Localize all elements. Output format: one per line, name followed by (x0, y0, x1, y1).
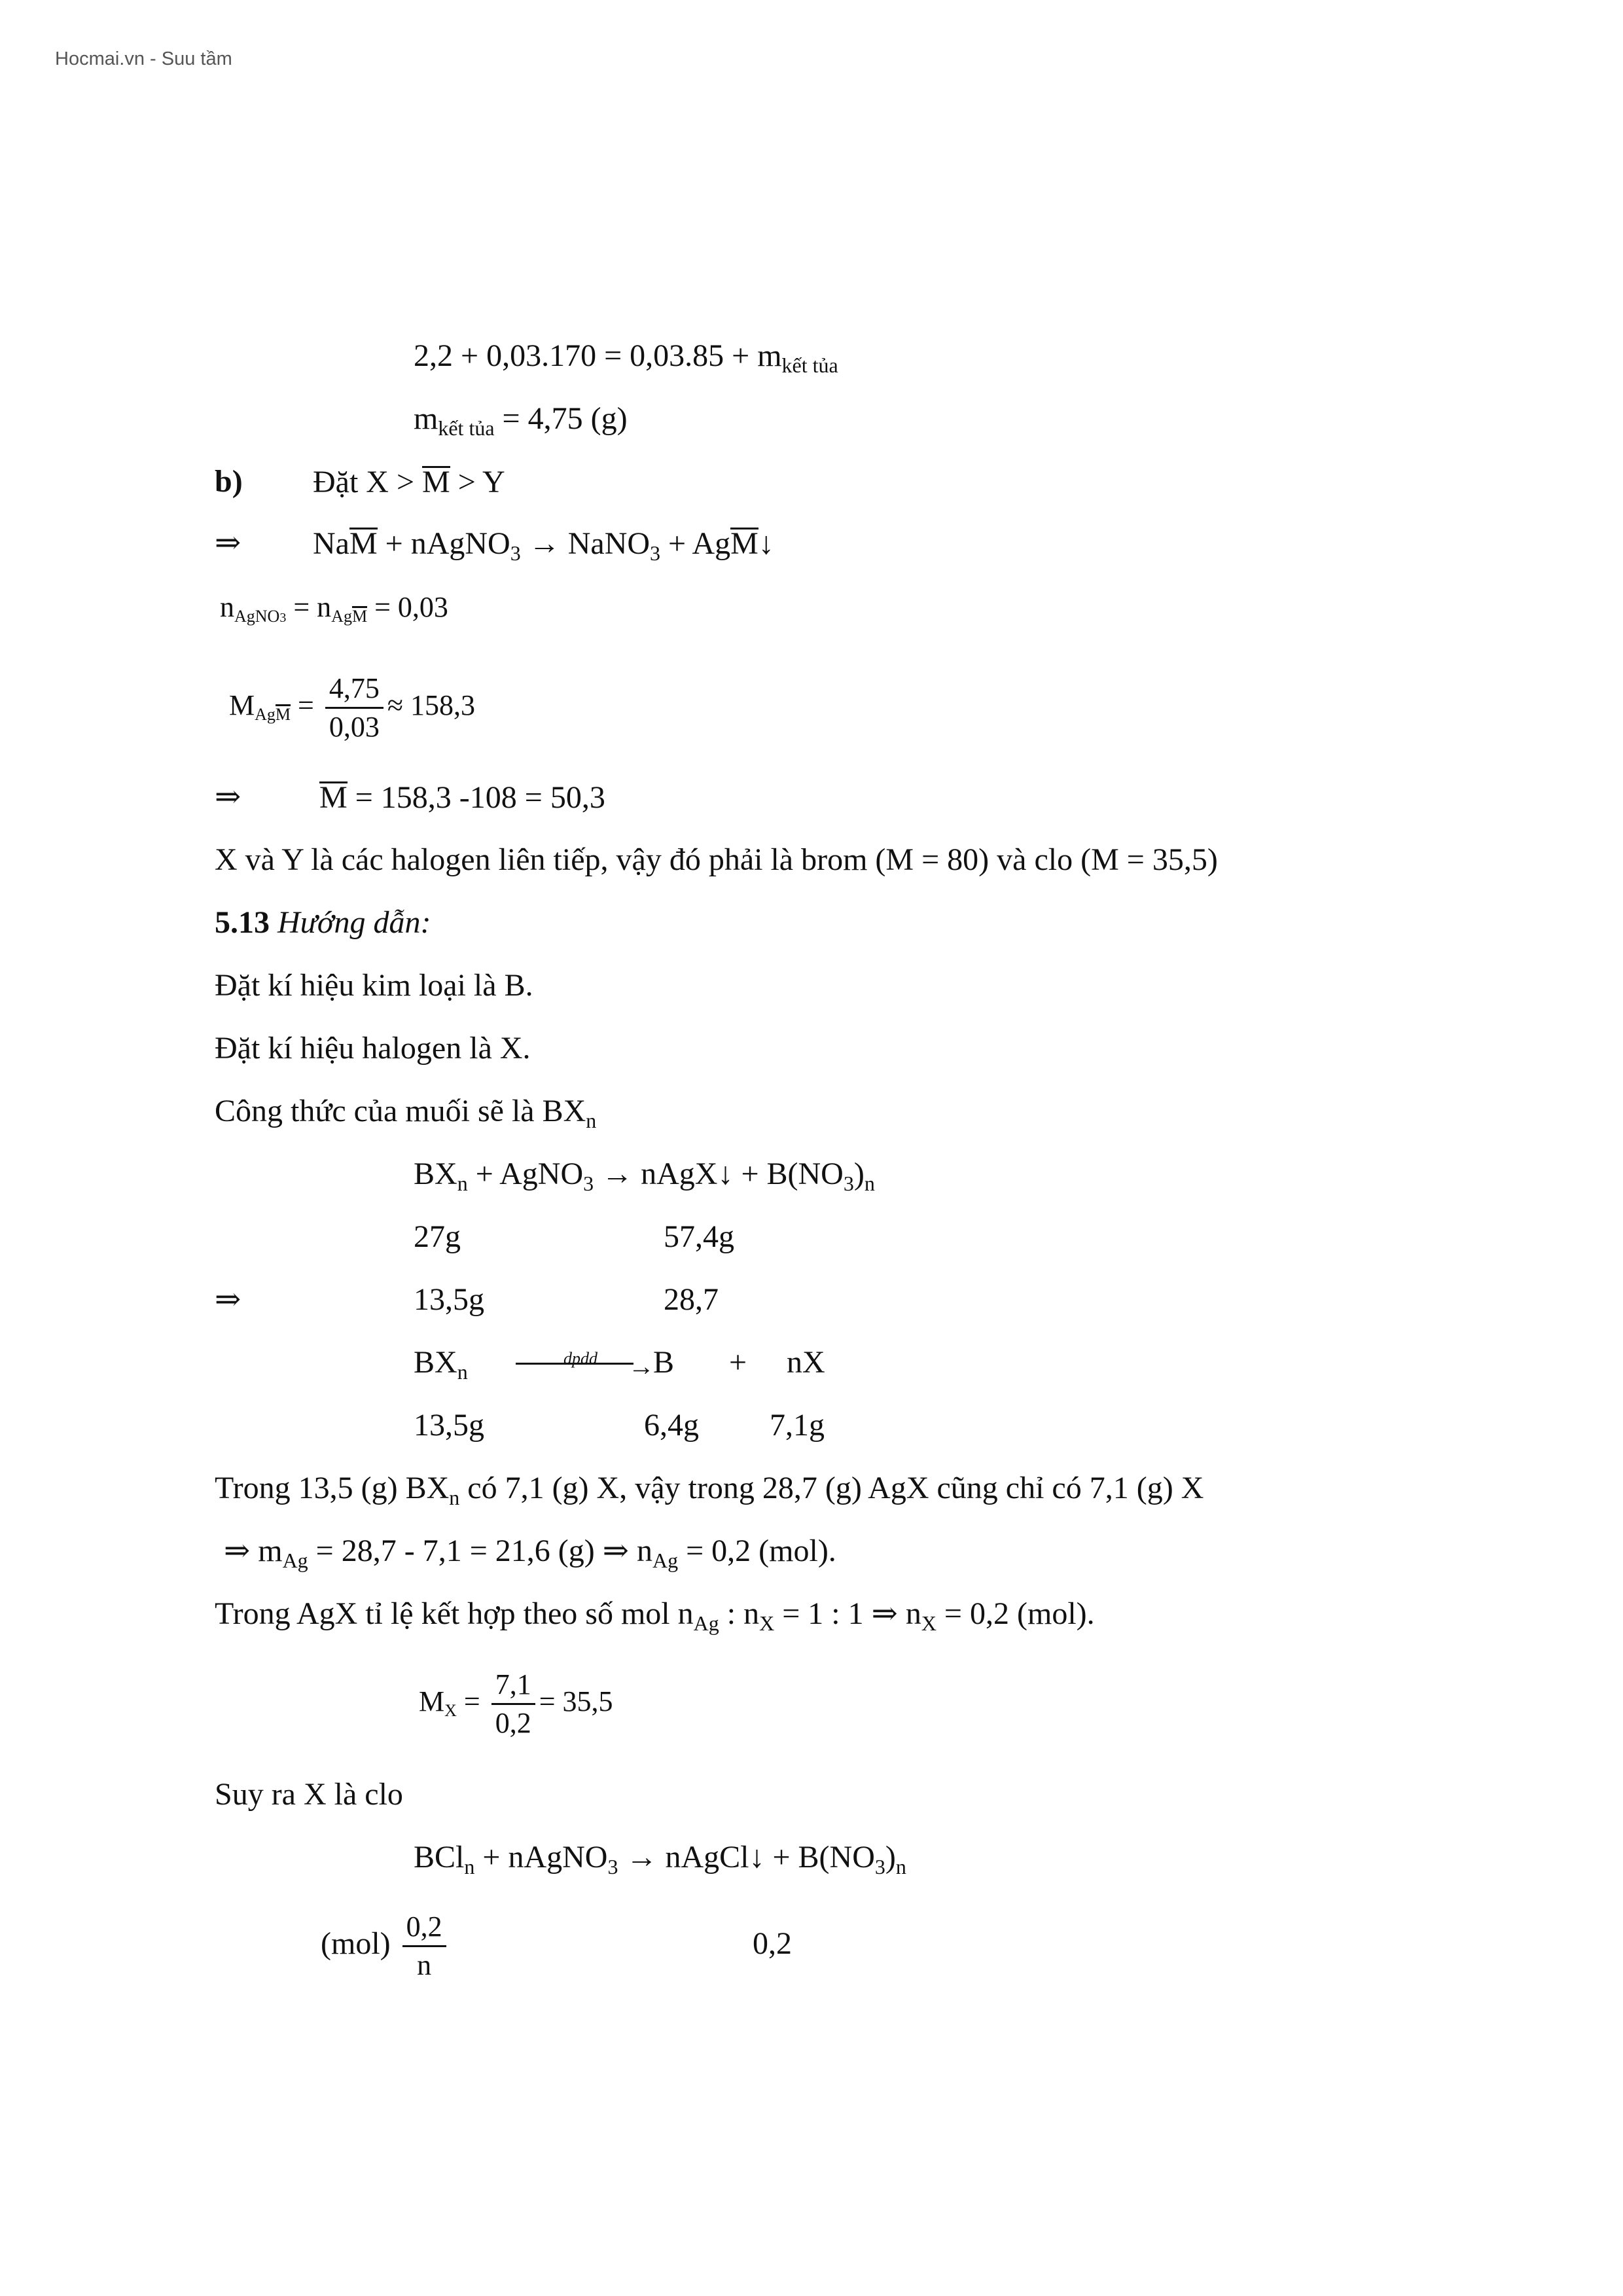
text: → nAgCl↓ + B(NO (618, 1840, 875, 1874)
reaction-arrow (512, 1343, 654, 1382)
subscript: 3 (650, 541, 661, 565)
subscript: kết tủa (438, 416, 495, 440)
text: = 1 : 1 ⇒ n (774, 1596, 921, 1631)
fraction (325, 670, 383, 745)
text: m (250, 1534, 283, 1568)
mass-row-scaled (215, 1280, 719, 1319)
mole-ratio (215, 1594, 1095, 1634)
subscript: n (457, 1360, 468, 1384)
salt-formula (215, 1092, 596, 1131)
subscript: 3 (843, 1172, 854, 1195)
m-symbol: m (414, 401, 438, 436)
text: + (729, 1345, 747, 1380)
m-bar-symbol: M (730, 526, 758, 561)
subscript: 3 (874, 1855, 885, 1878)
subscript: n (464, 1855, 475, 1878)
text: = 0,2 (mol). (678, 1534, 836, 1568)
M-symbol: M (229, 689, 255, 721)
subscript: n (864, 1172, 875, 1195)
numerator: 7,1 (491, 1666, 535, 1705)
n-symbol: n (220, 591, 234, 623)
molar-mass-agM (229, 666, 475, 745)
page-header-watermark: Hocmai.vn - Suu tầm (55, 48, 232, 69)
arrow-head-icon: → (628, 1352, 654, 1381)
reaction-bxn-agno3 (414, 1155, 875, 1194)
implies-symbol: ⇒ (215, 526, 241, 560)
arrow-label: dpdd (563, 1349, 597, 1368)
implies-symbol: ⇒ (215, 1282, 241, 1317)
section-title: Hướng dẫn: (277, 905, 431, 940)
numerator: 4,75 (325, 670, 383, 709)
subscript: n (895, 1855, 906, 1878)
reaction-bcln-agno3 (414, 1838, 906, 1877)
subscript: n (586, 1109, 597, 1132)
paragraph: Suy ra X là clo (215, 1777, 403, 1812)
text: = (456, 1685, 488, 1717)
value: 27g (414, 1219, 461, 1254)
text: > Y (450, 465, 505, 499)
down-arrow-icon: ↓ (758, 526, 774, 561)
text: B (653, 1345, 675, 1380)
fraction (402, 1909, 446, 1984)
subscript: X (444, 1701, 457, 1720)
text: + nAgNO (377, 526, 510, 561)
molar-mass-X (419, 1662, 613, 1742)
subscript: Ag (652, 1549, 679, 1572)
statement (313, 462, 505, 502)
part-b-statement (215, 462, 505, 501)
text: + AgNO (467, 1157, 584, 1191)
text: = n (286, 591, 332, 623)
text: = 0,03 (367, 591, 448, 623)
text: = 28,7 - 7,1 = 21,6 (g) ⇒ n (308, 1534, 652, 1568)
value: 0,2 (753, 1926, 792, 1961)
text: ≈ 158,3 (387, 689, 476, 721)
paragraph: Đặt kí hiệu halogen là X. (215, 1031, 531, 1066)
conclusion-halogens: X và Y là các halogen liên tiếp, vậy đó phải là brom (M = 80) và clo (M = 35,5) (215, 842, 1218, 877)
text: Trong 13,5 (g) BX (215, 1471, 450, 1505)
subscript: 3 (279, 611, 287, 625)
denominator: n (417, 1949, 432, 1982)
mole-equality (220, 588, 448, 627)
text: : n (719, 1596, 760, 1631)
value: 13,5g (414, 1408, 484, 1443)
subscript: 3 (607, 1855, 618, 1878)
text: = (291, 689, 321, 721)
text: ) (853, 1157, 865, 1191)
reaction (313, 524, 774, 564)
arrow-shaft (516, 1363, 633, 1365)
eq-text: = 4,75 (g) (494, 401, 628, 436)
text: + nAgNO (474, 1840, 608, 1874)
mass-row (414, 1217, 734, 1257)
denominator: 0,2 (495, 1707, 531, 1740)
m-bar-symbol: M (351, 607, 368, 626)
subscript: AgNO (234, 607, 280, 626)
text: BCl (414, 1840, 465, 1874)
m-bar-symbol: M (319, 780, 348, 815)
M-symbol: M (419, 1685, 445, 1717)
text: = 35,5 (539, 1685, 613, 1717)
subscript: 3 (583, 1172, 594, 1195)
value: 6,4g (644, 1408, 699, 1443)
section-number: 5.13 (215, 905, 270, 940)
value: 28,7 (664, 1282, 719, 1317)
m-bar-symbol: M (349, 526, 378, 561)
value: 7,1g (770, 1408, 825, 1443)
value: 57,4g (664, 1219, 734, 1254)
precipitate-mass-result (414, 399, 628, 439)
eq-text: 2,2 + 0,03.170 = 0,03.85 + m (414, 338, 782, 373)
text: ) (885, 1840, 896, 1874)
subscript: 3 (510, 541, 521, 565)
equation-mass-balance (414, 336, 838, 376)
denominator: 0,03 (329, 711, 380, 744)
value: 13,5g (414, 1282, 484, 1317)
text: + Ag (660, 526, 731, 561)
M-result (215, 778, 605, 817)
section-heading-5-13 (215, 903, 431, 942)
result (319, 778, 605, 817)
text: Đặt X > (313, 465, 423, 499)
reaction-naM (215, 524, 774, 565)
subscript: kết tủa (781, 353, 838, 377)
part-label: b) (215, 464, 243, 499)
text: → nAgX↓ + B(NO (594, 1157, 844, 1191)
paragraph: Đặt kí hiệu kim loại là B. (215, 968, 533, 1003)
text: Na (313, 526, 349, 561)
text: Công thức của muối sẽ là BX (215, 1094, 586, 1128)
silver-mass-calc (224, 1532, 836, 1571)
text: → NaNO (520, 526, 651, 561)
subscript: Ag (331, 607, 352, 626)
text: có 7,1 (g) X, vậy trong 28,7 (g) AgX cũng chỉ có 7,1 (g) X (459, 1471, 1204, 1505)
subscript: X (921, 1611, 936, 1635)
subscript: Ag (255, 705, 276, 724)
text: = 0,2 (mol). (936, 1596, 1095, 1631)
m-bar-symbol: M (422, 465, 450, 499)
implies-symbol: ⇒ (224, 1534, 251, 1568)
fraction (491, 1666, 535, 1742)
text: BX (414, 1345, 457, 1380)
mole-row (321, 1898, 792, 1990)
numerator: 0,2 (402, 1909, 446, 1947)
implies-symbol: ⇒ (215, 780, 241, 814)
subscript: Ag (282, 1549, 308, 1572)
text: nX (787, 1345, 825, 1380)
text: = 158,3 -108 = 50,3 (347, 780, 605, 815)
subscript: Ag (693, 1611, 719, 1635)
text: BX (414, 1157, 457, 1191)
subscript: X (759, 1611, 775, 1635)
paragraph-reasoning (215, 1469, 1204, 1508)
text: Trong AgX tỉ lệ kết hợp theo số mol n (215, 1596, 694, 1631)
mass-row-electrolysis (414, 1406, 825, 1445)
electrolysis-reaction (414, 1343, 825, 1384)
m-bar-symbol: M (275, 705, 291, 724)
subscript: n (449, 1486, 460, 1509)
unit-label: (mol) (321, 1926, 391, 1961)
subscript: n (457, 1172, 468, 1195)
